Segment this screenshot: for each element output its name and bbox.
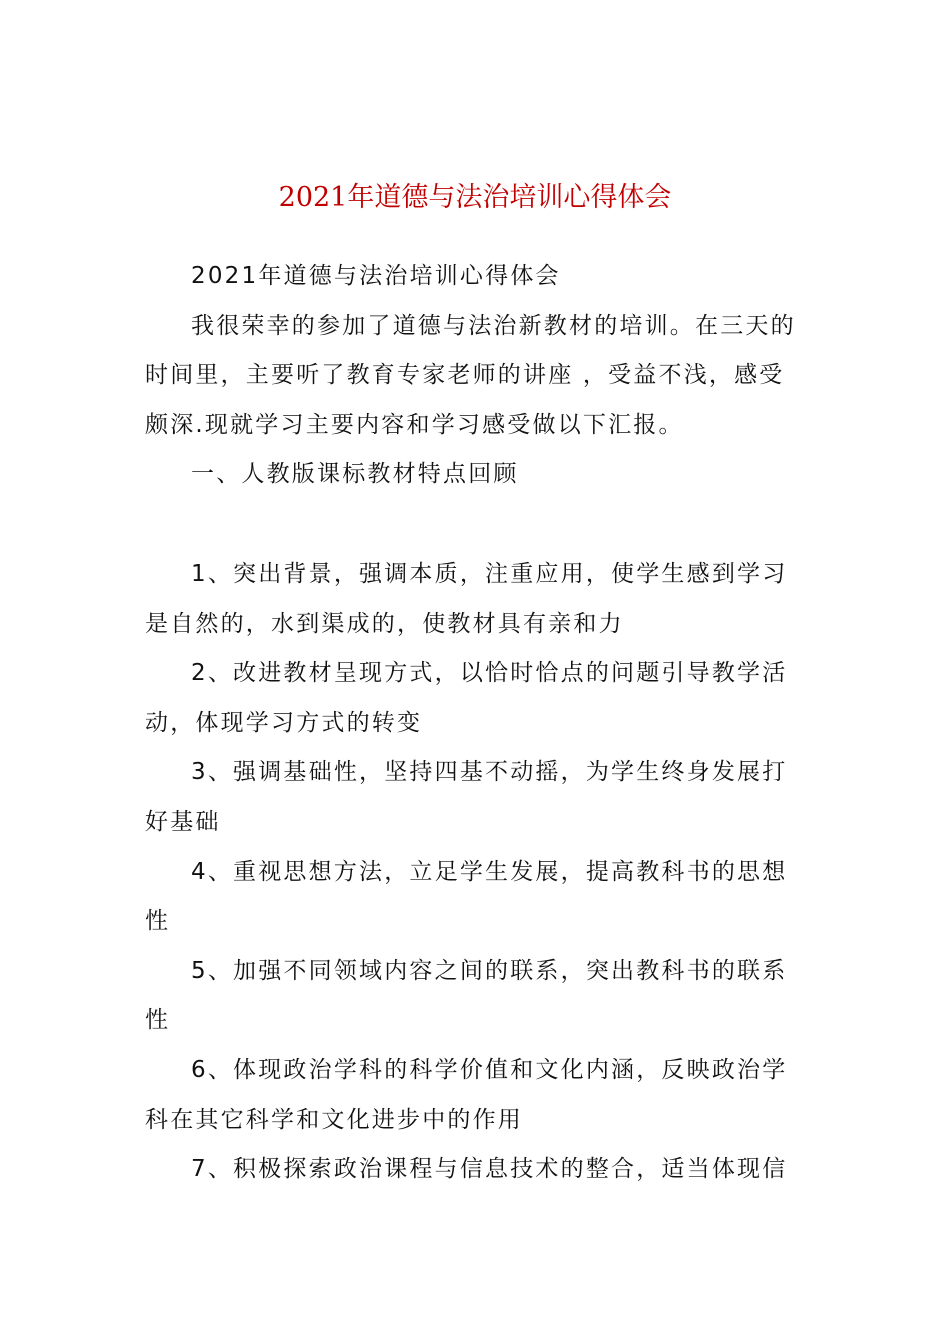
point-7: 7、积极探索政治课程与信息技术的整合，适当体现信 [191,1156,788,1183]
point-1: 1、突出背景，强调本质，注重应用，使学生感到学习是自然的，水到渠成的，使教材具有亲和力 [145,560,788,637]
point-2: 2、改进教材呈现方式，以恰时恰点的问题引导教学活动，体现学习方式的转变 [145,660,788,736]
intro-paragraph: 我很荣幸的参加了道德与法治新教材的培训。在三天的时间里，主要听了教育专家老师的讲座 ，受益不浅，感受颇深.现就学习主要内容和学习感受做以下汇报。 [145,312,796,438]
point-3: 3、强调基础性，坚持四基不动摇，为学生终身发展打好基础 [145,759,788,835]
point-4: 4、重视思想方法，立足学生发展，提高教科书的思想性 [145,858,788,935]
point-6: 6、体现政治学科的科学价值和文化内涵，反映政治学科在其它科学和文化进步中的作用 [145,1056,788,1133]
blank-line [145,500,800,550]
document-title: 2021年道德与法治培训心得体会 [278,182,672,213]
section-heading: 一、人教版课标教材特点回顾 [191,461,519,488]
subtitle-paragraph: 2021年道德与法治培训心得体会 [191,263,561,289]
point-5: 5、加强不同领域内容之间的联系，突出教科书的联系性 [145,957,788,1034]
document-body [145,252,800,1195]
